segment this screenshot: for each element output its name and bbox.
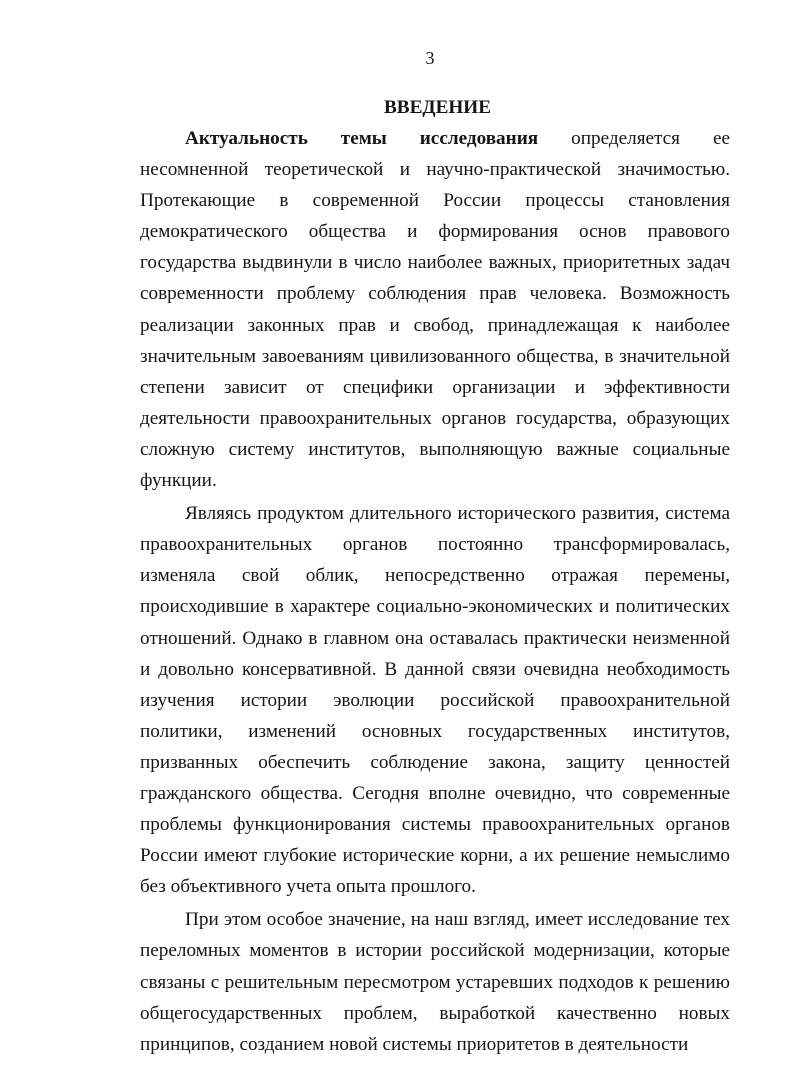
paragraph-text: Являясь продуктом длительного исторического развития, система правоохранительных органов постоянно трансформировалась, изменяла свой облик, непосредственно отражая перемены, происходившие в характере социально-экономических и политических отношений. Однако в главном она оставалась практически неизменной и довольно консервативной. В данной связи очевидна необходимость изучения истории эволюции российской правоохранительной политики, изменений основных государственных институтов, призванных обеспечить соблюдение закона, защиту ценностей гражданского общества. Сегодня вполне очевидно, что современные проблемы функционирования системы правоохранительных органов России имеют глубокие исторические корни, а их решение немыслимо без объективного учета опыта прошлого.	[140, 503, 730, 898]
paragraph-historical-development	[140, 498, 730, 902]
paragraph-lead: Актуальность темы исследования	[185, 128, 539, 149]
paragraph-text: определяется ее несомненной теоретической и научно-практической значимостью. Протекающие в современной России процессы становления демократического общества и формирования основ правового государства выдвинули в число наиболее важных, приоритетных задач современности проблему соблюдения прав человека. Возможность реализации законных прав и свобод, принадлежащая к наиболее значительным завоеваниям цивилизованного общества, в значительной степени зависит от специфики организации и эффективности деятельности правоохранительных органов государства, образующих сложную систему институтов, выполняющую важные социальные функции.	[140, 128, 730, 492]
document-body	[140, 92, 730, 1060]
section-heading: ВВЕДЕНИЕ	[383, 97, 492, 118]
paragraph-text: При этом особое значение, на наш взгляд, имеет исследование тех переломных моментов в истории российской модернизации, которые связаны с решительным пересмотром устаревших подходов к решению общегосударственных проблем, выработкой качественно новых принципов, созданием новой системы приоритетов в деятельности	[140, 909, 730, 1055]
page-number: 3	[425, 48, 435, 68]
paragraph-relevance	[140, 123, 730, 496]
paragraph-modernization	[140, 904, 730, 1059]
